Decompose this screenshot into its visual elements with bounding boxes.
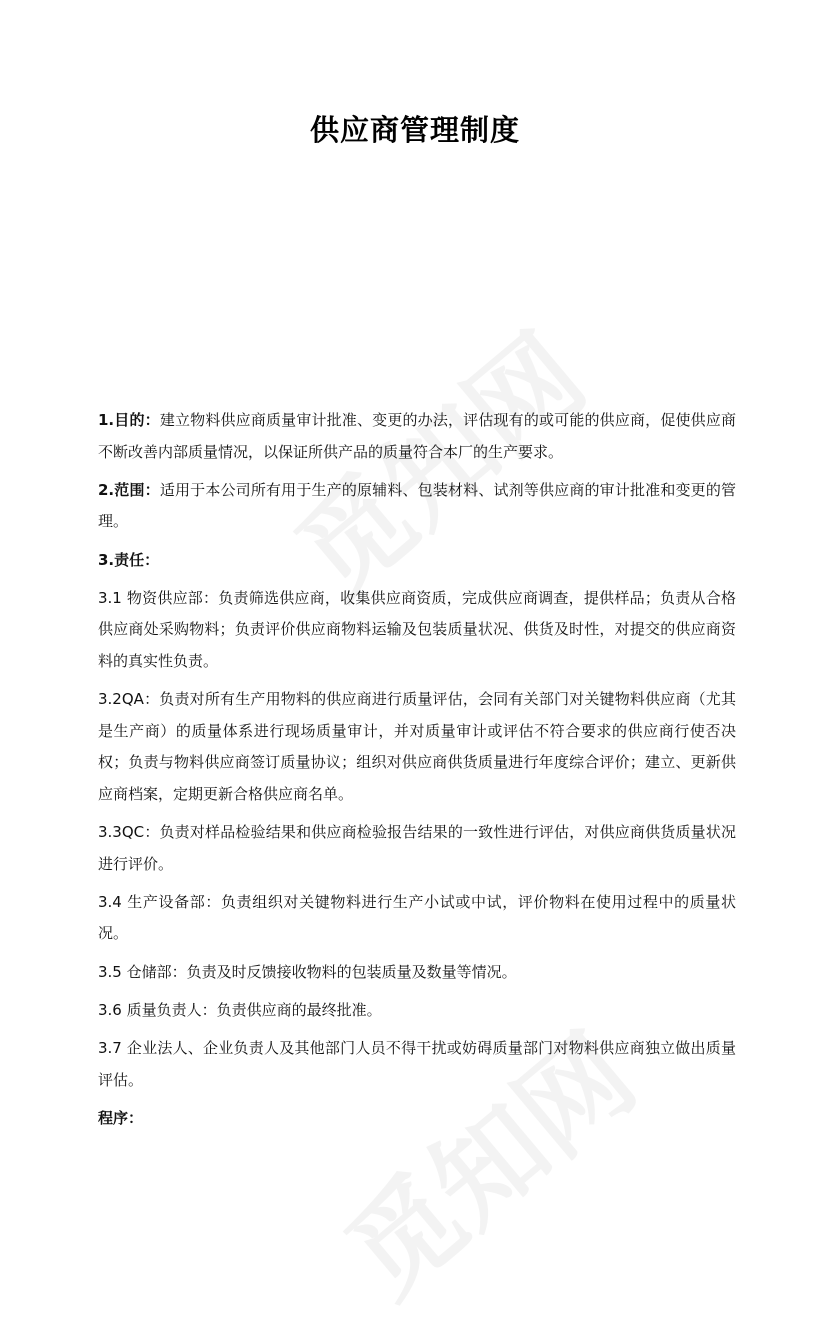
item-number: 3.5: [98, 962, 122, 981]
responsibility-item: [98, 583, 736, 678]
item-number: 3.7: [98, 1039, 122, 1058]
purpose-text: 建立物料供应商质量审计批准、变更的办法，评估现有的或可能的供应商，促使供应商不断改善内部质量情况，以保证所供产品的质量符合本厂的生产要求。: [98, 411, 736, 461]
item-number: 3.1: [98, 588, 122, 607]
responsibility-item: [98, 1033, 736, 1096]
purpose-paragraph: [98, 405, 736, 468]
responsibility-item: [98, 995, 736, 1027]
item-text: 仓储部：负责及时反馈接收物料的包装质量及数量等情况。: [121, 962, 517, 981]
document-body: [98, 405, 736, 1141]
item-text: 物资供应部：负责筛选供应商，收集供应商资质，完成供应商调查，提供样品；负责从合格供应商处采购物料；负责评价供应商物料运输及包装质量状况、供货及时性，对提交的供应商资料的真实性负责。: [98, 588, 736, 670]
item-text: ：负责对所有生产用物料的供应商进行质量评估，会同有关部门对关键物料供应商（尤其是生产商）的质量体系进行现场质量审计，并对质量审计或评估不符合要求的供应商行使否决权；负责与物料供应商签订质量协议；组织对供应商供货质量进行年度综合评价；建立、更新供应商档案，定期更新合格供应商名单。: [98, 690, 736, 803]
item-text: 质量负责人：负责供应商的最终批准。: [121, 1000, 382, 1019]
item-number: 3.3QC: [98, 823, 145, 842]
procedure-heading: 程序：: [98, 1108, 144, 1127]
document-title: 供应商管理制度: [309, 113, 520, 147]
responsibility-item: [98, 957, 736, 989]
item-text: 生产设备部：负责组织对关键物料进行生产小试或中试，评价物料在使用过程中的质量状况。: [98, 892, 736, 943]
responsibility-heading: 3.责任：: [98, 550, 160, 569]
scope-lead: 2.范围：: [98, 480, 160, 499]
item-text: 企业法人、企业负责人及其他部门人员不得干扰或妨碍质量部门对物料供应商独立做出质量评估。: [98, 1039, 736, 1089]
item-number: 3.6: [98, 1000, 122, 1019]
responsibility-item: [98, 817, 736, 880]
responsibility-item: [98, 684, 736, 810]
scope-text: 适用于本公司所有用于生产的原辅料、包装材料、试剂等供应商的审计批准和变更的管理。: [98, 480, 736, 531]
item-number: 3.4: [98, 892, 122, 911]
scope-paragraph: [98, 475, 736, 538]
purpose-lead: 1.目的：: [98, 411, 160, 429]
item-text: ：负责对样品检验结果和供应商检验报告结果的一致性进行评估，对供应商供货质量状况进行评价。: [98, 823, 736, 873]
responsibility-item: [98, 887, 736, 950]
item-number: 3.2QA: [98, 690, 144, 709]
